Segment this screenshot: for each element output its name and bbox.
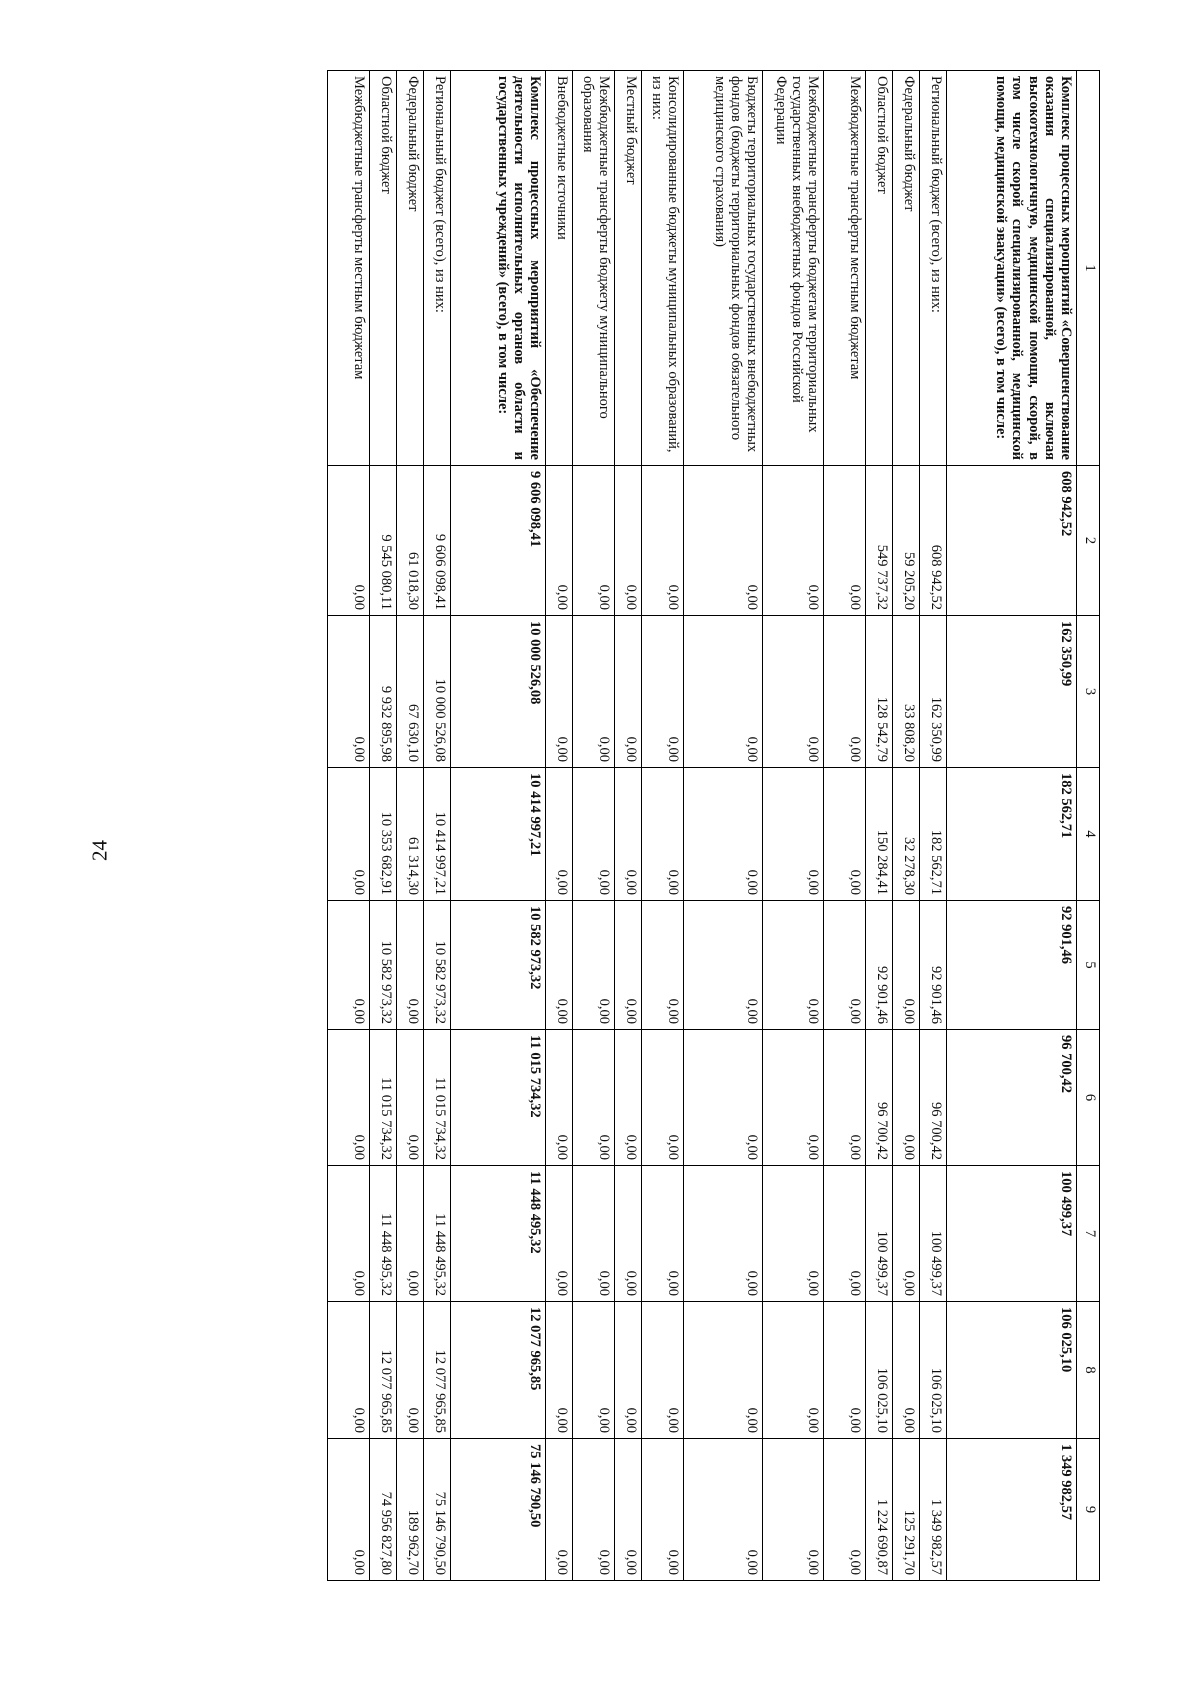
value-cell: 1 349 982,57 — [947, 1439, 1077, 1581]
value-cell: 0,00 — [763, 901, 824, 1030]
value-cell: 0,00 — [642, 1302, 684, 1439]
value-cell: 96 700,42 — [920, 1030, 947, 1166]
value-cell: 11 448 495,32 — [424, 1166, 451, 1302]
value-cell: 0,00 — [684, 1166, 763, 1302]
value-cell: 92 901,46 — [947, 901, 1077, 1030]
value-cell: 100 499,37 — [866, 1166, 893, 1302]
value-cell: 0,00 — [328, 1166, 370, 1302]
column-header: 1 — [1077, 71, 1100, 466]
row-label: Областной бюджет — [370, 71, 397, 466]
value-cell: 182 562,71 — [920, 768, 947, 901]
value-cell: 0,00 — [573, 1302, 615, 1439]
table-row — [424, 71, 451, 1581]
value-cell: 0,00 — [684, 466, 763, 616]
value-cell: 32 278,30 — [893, 768, 920, 901]
value-cell: 11 015 734,32 — [451, 1030, 546, 1166]
value-cell: 9 606 098,41 — [424, 466, 451, 616]
value-cell: 0,00 — [893, 1166, 920, 1302]
value-cell: 11 015 734,32 — [370, 1030, 397, 1166]
column-header: 9 — [1077, 1439, 1100, 1581]
row-label: Комплекс процессных мероприятий «Совершенствование оказания специализированной, включая высокотехнологичную, медицинской помощи, скорой, в том числе скорой специализированной, медицинской помощи, медицинской эвакуации» (всего), в том числе: — [947, 71, 1077, 466]
table-body — [328, 71, 1077, 1581]
value-cell: 0,00 — [642, 466, 684, 616]
value-cell: 0,00 — [328, 466, 370, 616]
value-cell: 162 350,99 — [947, 616, 1077, 768]
row-label: Федеральный бюджет — [893, 71, 920, 466]
value-cell: 0,00 — [615, 616, 642, 768]
table-row — [824, 71, 866, 1581]
value-cell: 0,00 — [546, 1439, 573, 1581]
table-row — [370, 71, 397, 1581]
value-cell: 125 291,70 — [893, 1439, 920, 1581]
value-cell: 608 942,52 — [947, 466, 1077, 616]
row-label: Межбюджетные трансферты бюджету муниципального образования — [573, 71, 615, 466]
value-cell: 96 700,42 — [866, 1030, 893, 1166]
row-label: Внебюджетные источники — [546, 71, 573, 466]
value-cell: 0,00 — [763, 466, 824, 616]
value-cell: 1 349 982,57 — [920, 1439, 947, 1581]
row-label: Комплекс процессных мероприятий «Обеспечение деятельности исполнительных органов области и государственных учреждений» (всего), в том числе: — [451, 71, 546, 466]
page-number: 24 — [87, 840, 112, 861]
value-cell: 0,00 — [397, 1166, 424, 1302]
column-header: 8 — [1077, 1302, 1100, 1439]
value-cell: 92 901,46 — [920, 901, 947, 1030]
value-cell: 0,00 — [763, 1302, 824, 1439]
table-row — [451, 71, 546, 1581]
value-cell: 0,00 — [328, 1302, 370, 1439]
value-cell: 12 077 965,85 — [370, 1302, 397, 1439]
value-cell: 100 499,37 — [920, 1166, 947, 1302]
value-cell: 10 353 682,91 — [370, 768, 397, 901]
value-cell: 0,00 — [573, 901, 615, 1030]
value-cell: 0,00 — [615, 768, 642, 901]
row-label: Местный бюджет — [615, 71, 642, 466]
table-row — [763, 71, 824, 1581]
value-cell: 608 942,52 — [920, 466, 947, 616]
budget-table — [327, 70, 1100, 1581]
value-cell: 10 582 973,32 — [451, 901, 546, 1030]
value-cell: 0,00 — [824, 616, 866, 768]
value-cell: 0,00 — [763, 1030, 824, 1166]
value-cell: 0,00 — [546, 1302, 573, 1439]
value-cell: 0,00 — [642, 768, 684, 901]
value-cell: 0,00 — [573, 1166, 615, 1302]
value-cell: 0,00 — [573, 768, 615, 901]
column-header: 5 — [1077, 901, 1100, 1030]
value-cell: 0,00 — [328, 1030, 370, 1166]
value-cell: 74 956 827,80 — [370, 1439, 397, 1581]
value-cell: 0,00 — [615, 466, 642, 616]
value-cell: 0,00 — [824, 768, 866, 901]
value-cell: 0,00 — [573, 616, 615, 768]
value-cell: 0,00 — [546, 466, 573, 616]
value-cell: 0,00 — [763, 768, 824, 901]
table-row — [546, 71, 573, 1581]
value-cell: 11 448 495,32 — [370, 1166, 397, 1302]
row-label: Областной бюджет — [866, 71, 893, 466]
value-cell: 0,00 — [763, 1439, 824, 1581]
value-cell: 0,00 — [642, 1166, 684, 1302]
column-header: 3 — [1077, 616, 1100, 768]
value-cell: 150 284,41 — [866, 768, 893, 901]
value-cell: 0,00 — [642, 901, 684, 1030]
value-cell: 0,00 — [824, 1030, 866, 1166]
value-cell: 0,00 — [763, 616, 824, 768]
row-label: Межбюджетные трансферты местным бюджетам — [328, 71, 370, 466]
row-label: Региональный бюджет (всего), из них: — [424, 71, 451, 466]
value-cell: 0,00 — [893, 1030, 920, 1166]
value-cell: 0,00 — [684, 1302, 763, 1439]
table-row — [573, 71, 615, 1581]
value-cell: 0,00 — [642, 616, 684, 768]
value-cell: 12 077 965,85 — [424, 1302, 451, 1439]
value-cell: 10 582 973,32 — [424, 901, 451, 1030]
value-cell: 0,00 — [546, 1166, 573, 1302]
value-cell: 96 700,42 — [947, 1030, 1077, 1166]
value-cell: 549 737,32 — [866, 466, 893, 616]
value-cell: 0,00 — [615, 901, 642, 1030]
table-row — [615, 71, 642, 1581]
table-row — [947, 71, 1077, 1581]
value-cell: 11 015 734,32 — [424, 1030, 451, 1166]
value-cell: 0,00 — [824, 466, 866, 616]
value-cell: 0,00 — [684, 1030, 763, 1166]
value-cell: 0,00 — [824, 1166, 866, 1302]
value-cell: 10 414 997,21 — [451, 768, 546, 901]
value-cell: 0,00 — [642, 1030, 684, 1166]
value-cell: 0,00 — [893, 901, 920, 1030]
value-cell: 12 077 965,85 — [451, 1302, 546, 1439]
column-header: 7 — [1077, 1166, 1100, 1302]
value-cell: 106 025,10 — [947, 1302, 1077, 1439]
rotated-table-container — [180, 70, 1100, 1580]
value-cell: 0,00 — [546, 768, 573, 901]
value-cell: 9 606 098,41 — [451, 466, 546, 616]
value-cell: 9 545 080,11 — [370, 466, 397, 616]
value-cell: 0,00 — [328, 1439, 370, 1581]
row-label: Бюджеты территориальных государственных внебюджетных фондов (бюджеты территориальных фондов обязательного медицинского страхования) — [684, 71, 763, 466]
value-cell: 106 025,10 — [866, 1302, 893, 1439]
value-cell: 0,00 — [615, 1166, 642, 1302]
table-row — [920, 71, 947, 1581]
value-cell: 0,00 — [328, 901, 370, 1030]
value-cell: 0,00 — [397, 1030, 424, 1166]
value-cell: 0,00 — [763, 1166, 824, 1302]
value-cell: 10 000 526,08 — [451, 616, 546, 768]
value-cell: 0,00 — [824, 1439, 866, 1581]
value-cell: 0,00 — [824, 901, 866, 1030]
value-cell: 189 962,70 — [397, 1439, 424, 1581]
row-label: Федеральный бюджет — [397, 71, 424, 466]
value-cell: 59 205,20 — [893, 466, 920, 616]
value-cell: 0,00 — [684, 901, 763, 1030]
value-cell: 75 146 790,50 — [424, 1439, 451, 1581]
row-label: Межбюджетные трансферты местным бюджетам — [824, 71, 866, 466]
value-cell: 0,00 — [615, 1030, 642, 1166]
row-label: Региональный бюджет (всего), из них: — [920, 71, 947, 466]
value-cell: 106 025,10 — [920, 1302, 947, 1439]
value-cell: 0,00 — [573, 466, 615, 616]
value-cell: 75 146 790,50 — [451, 1439, 546, 1581]
value-cell: 128 542,79 — [866, 616, 893, 768]
value-cell: 9 932 895,98 — [370, 616, 397, 768]
value-cell: 0,00 — [546, 1030, 573, 1166]
value-cell: 0,00 — [397, 901, 424, 1030]
value-cell: 0,00 — [546, 616, 573, 768]
value-cell: 0,00 — [684, 1439, 763, 1581]
value-cell: 1 224 690,87 — [866, 1439, 893, 1581]
value-cell: 92 901,46 — [866, 901, 893, 1030]
value-cell: 10 414 997,21 — [424, 768, 451, 901]
value-cell: 11 448 495,32 — [451, 1166, 546, 1302]
header-row — [1077, 71, 1100, 1581]
value-cell: 0,00 — [615, 1302, 642, 1439]
value-cell: 0,00 — [573, 1030, 615, 1166]
column-header: 2 — [1077, 466, 1100, 616]
value-cell: 0,00 — [328, 768, 370, 901]
value-cell: 0,00 — [328, 616, 370, 768]
value-cell: 100 499,37 — [947, 1166, 1077, 1302]
value-cell: 0,00 — [615, 1439, 642, 1581]
table-row — [893, 71, 920, 1581]
table-row — [397, 71, 424, 1581]
column-header: 4 — [1077, 768, 1100, 901]
value-cell: 0,00 — [642, 1439, 684, 1581]
value-cell: 0,00 — [684, 768, 763, 901]
value-cell: 10 582 973,32 — [370, 901, 397, 1030]
table-row — [642, 71, 684, 1581]
value-cell: 0,00 — [546, 901, 573, 1030]
value-cell: 10 000 526,08 — [424, 616, 451, 768]
value-cell: 0,00 — [397, 1302, 424, 1439]
value-cell: 162 350,99 — [920, 616, 947, 768]
value-cell: 67 630,10 — [397, 616, 424, 768]
value-cell: 61 314,30 — [397, 768, 424, 901]
value-cell: 0,00 — [684, 616, 763, 768]
value-cell: 182 562,71 — [947, 768, 1077, 901]
table-row — [866, 71, 893, 1581]
value-cell: 33 808,20 — [893, 616, 920, 768]
table-row — [684, 71, 763, 1581]
value-cell: 0,00 — [573, 1439, 615, 1581]
value-cell: 0,00 — [824, 1302, 866, 1439]
value-cell: 61 018,30 — [397, 466, 424, 616]
value-cell: 0,00 — [893, 1302, 920, 1439]
row-label: Межбюджетные трансферты бюджетам территориальных государственных внебюджетных фондов Российской Федерации — [763, 71, 824, 466]
table-row — [328, 71, 370, 1581]
column-header: 6 — [1077, 1030, 1100, 1166]
row-label: Консолидированные бюджеты муниципальных образований, из них: — [642, 71, 684, 466]
